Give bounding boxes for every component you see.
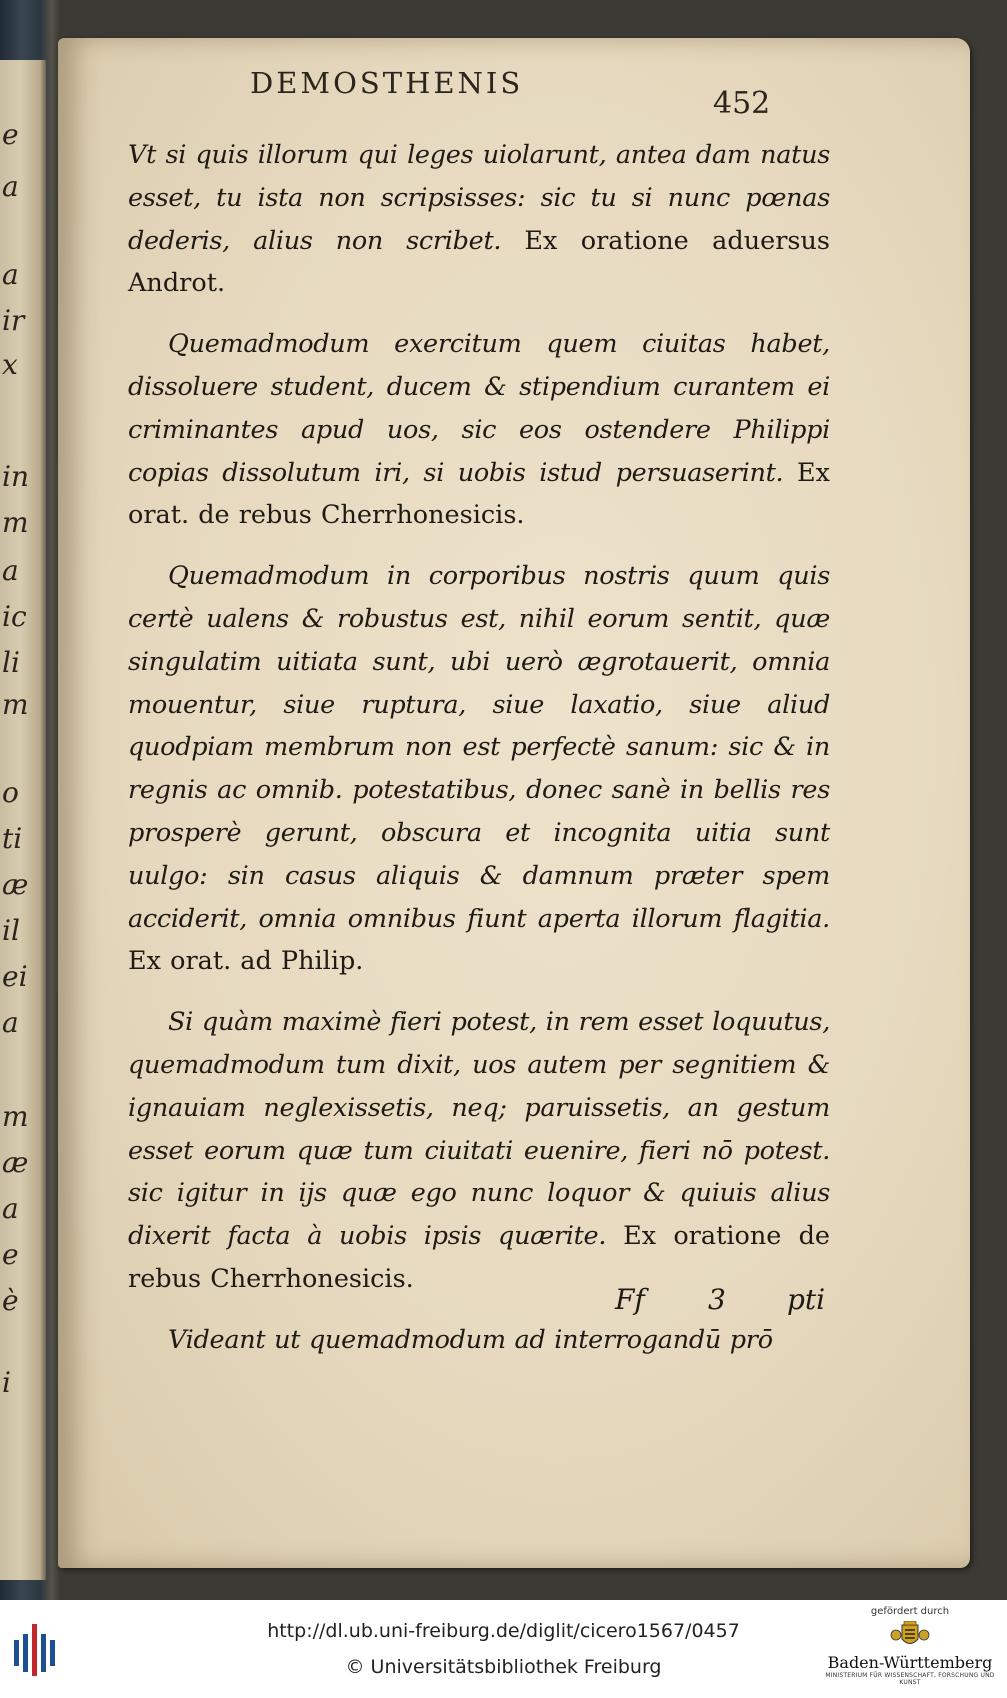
prev-page-fragment: a [2, 170, 19, 203]
prev-page-fragment: m [2, 506, 29, 539]
prev-page-fragment: a [2, 554, 19, 587]
prev-page-fragment: a [2, 1006, 19, 1039]
paragraph [128, 1001, 830, 1301]
funder-label: gefördert durch [870, 1606, 950, 1617]
paragraph-text: Videant ut quemadmodum ad interrogandū prō [168, 1324, 773, 1355]
prev-page-fragment: e [2, 1238, 19, 1271]
coat-of-arms-icon [888, 1621, 932, 1651]
prev-page-fragment: o [2, 776, 19, 809]
paragraph-source: Ex oratione de rebus Cherrhonesicis. [128, 1221, 830, 1294]
text-block [128, 134, 830, 1362]
prev-page-fragment: x [2, 348, 18, 381]
prev-page-fragment: a [2, 1192, 19, 1225]
signature-line [148, 1283, 838, 1323]
funder-subtitle: MINISTERIUM FÜR WISSENSCHAFT, FORSCHUNG UND KUNST [825, 1672, 995, 1686]
book-page [58, 38, 970, 1568]
paragraph-text: Quemadmodum in corporibus nostris quum quis certè ualens & robustus est, nihil eorum sentit, quæ singulatim uitiata sunt, ubi uerò ægrotauerit, omnia mouentur, siue ruptura, siue laxatio, siue aliud quodpiam membrum non est perfectè sanum: sic & in regnis ac omnib. potestatibus, donec sanè in bellis res prosperè gerunt, obscura et incognita uitia sunt uulgo: sin casus aliquis & damnum præter spem acciderit, omnia omnibus fiunt aperta illorum flagitia. [128, 561, 830, 934]
paragraph [128, 323, 830, 537]
paragraph [128, 134, 830, 305]
paragraph-text: Quemadmodum exercitum quem ciuitas habet, dissoluere student, ducem & stipendium curantem ei criminantes apud uos, sic eos ostendere Philippi copias dissolutum iri, si uobis istud persuaserint. [128, 329, 830, 488]
previous-page-edge [0, 60, 46, 1580]
prev-page-fragment: è [2, 1284, 19, 1317]
page-number: 452 [713, 86, 771, 121]
prev-page-fragment: e [2, 118, 19, 151]
paragraph-text: Vt si quis illorum qui leges uiolarunt, antea dam natus esset, tu ista non scripsisses: sic tu si nunc pœnas dederis, alius non scribet. [128, 140, 830, 256]
signature-mark: Ff [615, 1283, 645, 1316]
paragraph-source: Ex orat. de rebus Cherrhonesicis. [128, 457, 830, 531]
copyright-text: © Universitätsbibliothek Freiburg [345, 1656, 662, 1678]
prev-page-fragment: ic [2, 600, 27, 633]
paragraph-text: Si quàm maximè fieri potest, in rem esset loquutus, quemadmodum tum dixit, uos autem per segnitiem & ignauiam neglexissetis, neq; paruissetis, an gestum esset eorum quæ tum ciuitati euenire, fieri nō potest. sic igitur in ijs quæ ego nunc loquor & quiuis alius dixerit facta à uobis ipsis quærite. [128, 1007, 830, 1252]
paragraph [128, 555, 830, 983]
paragraph-source: Ex orat. ad Philip. [128, 946, 364, 977]
viewer-footer [0, 1600, 1007, 1698]
prev-page-fragment: m [2, 688, 29, 721]
catchword: pti [787, 1283, 826, 1316]
paragraph [128, 1319, 830, 1362]
prev-page-fragment: ei [2, 960, 28, 993]
funder-name: Baden-Württemberg [827, 1653, 993, 1672]
paragraph-source: Ex oratione aduersus Androt. [128, 225, 831, 299]
prev-page-fragment: ti [2, 822, 23, 855]
prev-page-fragment: ir [2, 304, 25, 337]
prev-page-fragment: æ [2, 868, 29, 901]
prev-page-fragment: a [2, 258, 19, 291]
prev-page-fragment: m [2, 1100, 29, 1133]
prev-page-fragment: li [2, 646, 20, 679]
running-head: DEMOSTHENIS [250, 66, 524, 100]
permalink-url[interactable]: http://dl.ub.uni-freiburg.de/diglit/cicero1567/0457 [267, 1620, 740, 1642]
prev-page-fragment: il [2, 914, 20, 947]
prev-page-fragment: i [2, 1366, 11, 1399]
signature-number: 3 [708, 1283, 726, 1316]
prev-page-fragment: æ [2, 1146, 29, 1179]
prev-page-fragment: in [2, 460, 29, 493]
funder-logo[interactable] [825, 1606, 995, 1696]
